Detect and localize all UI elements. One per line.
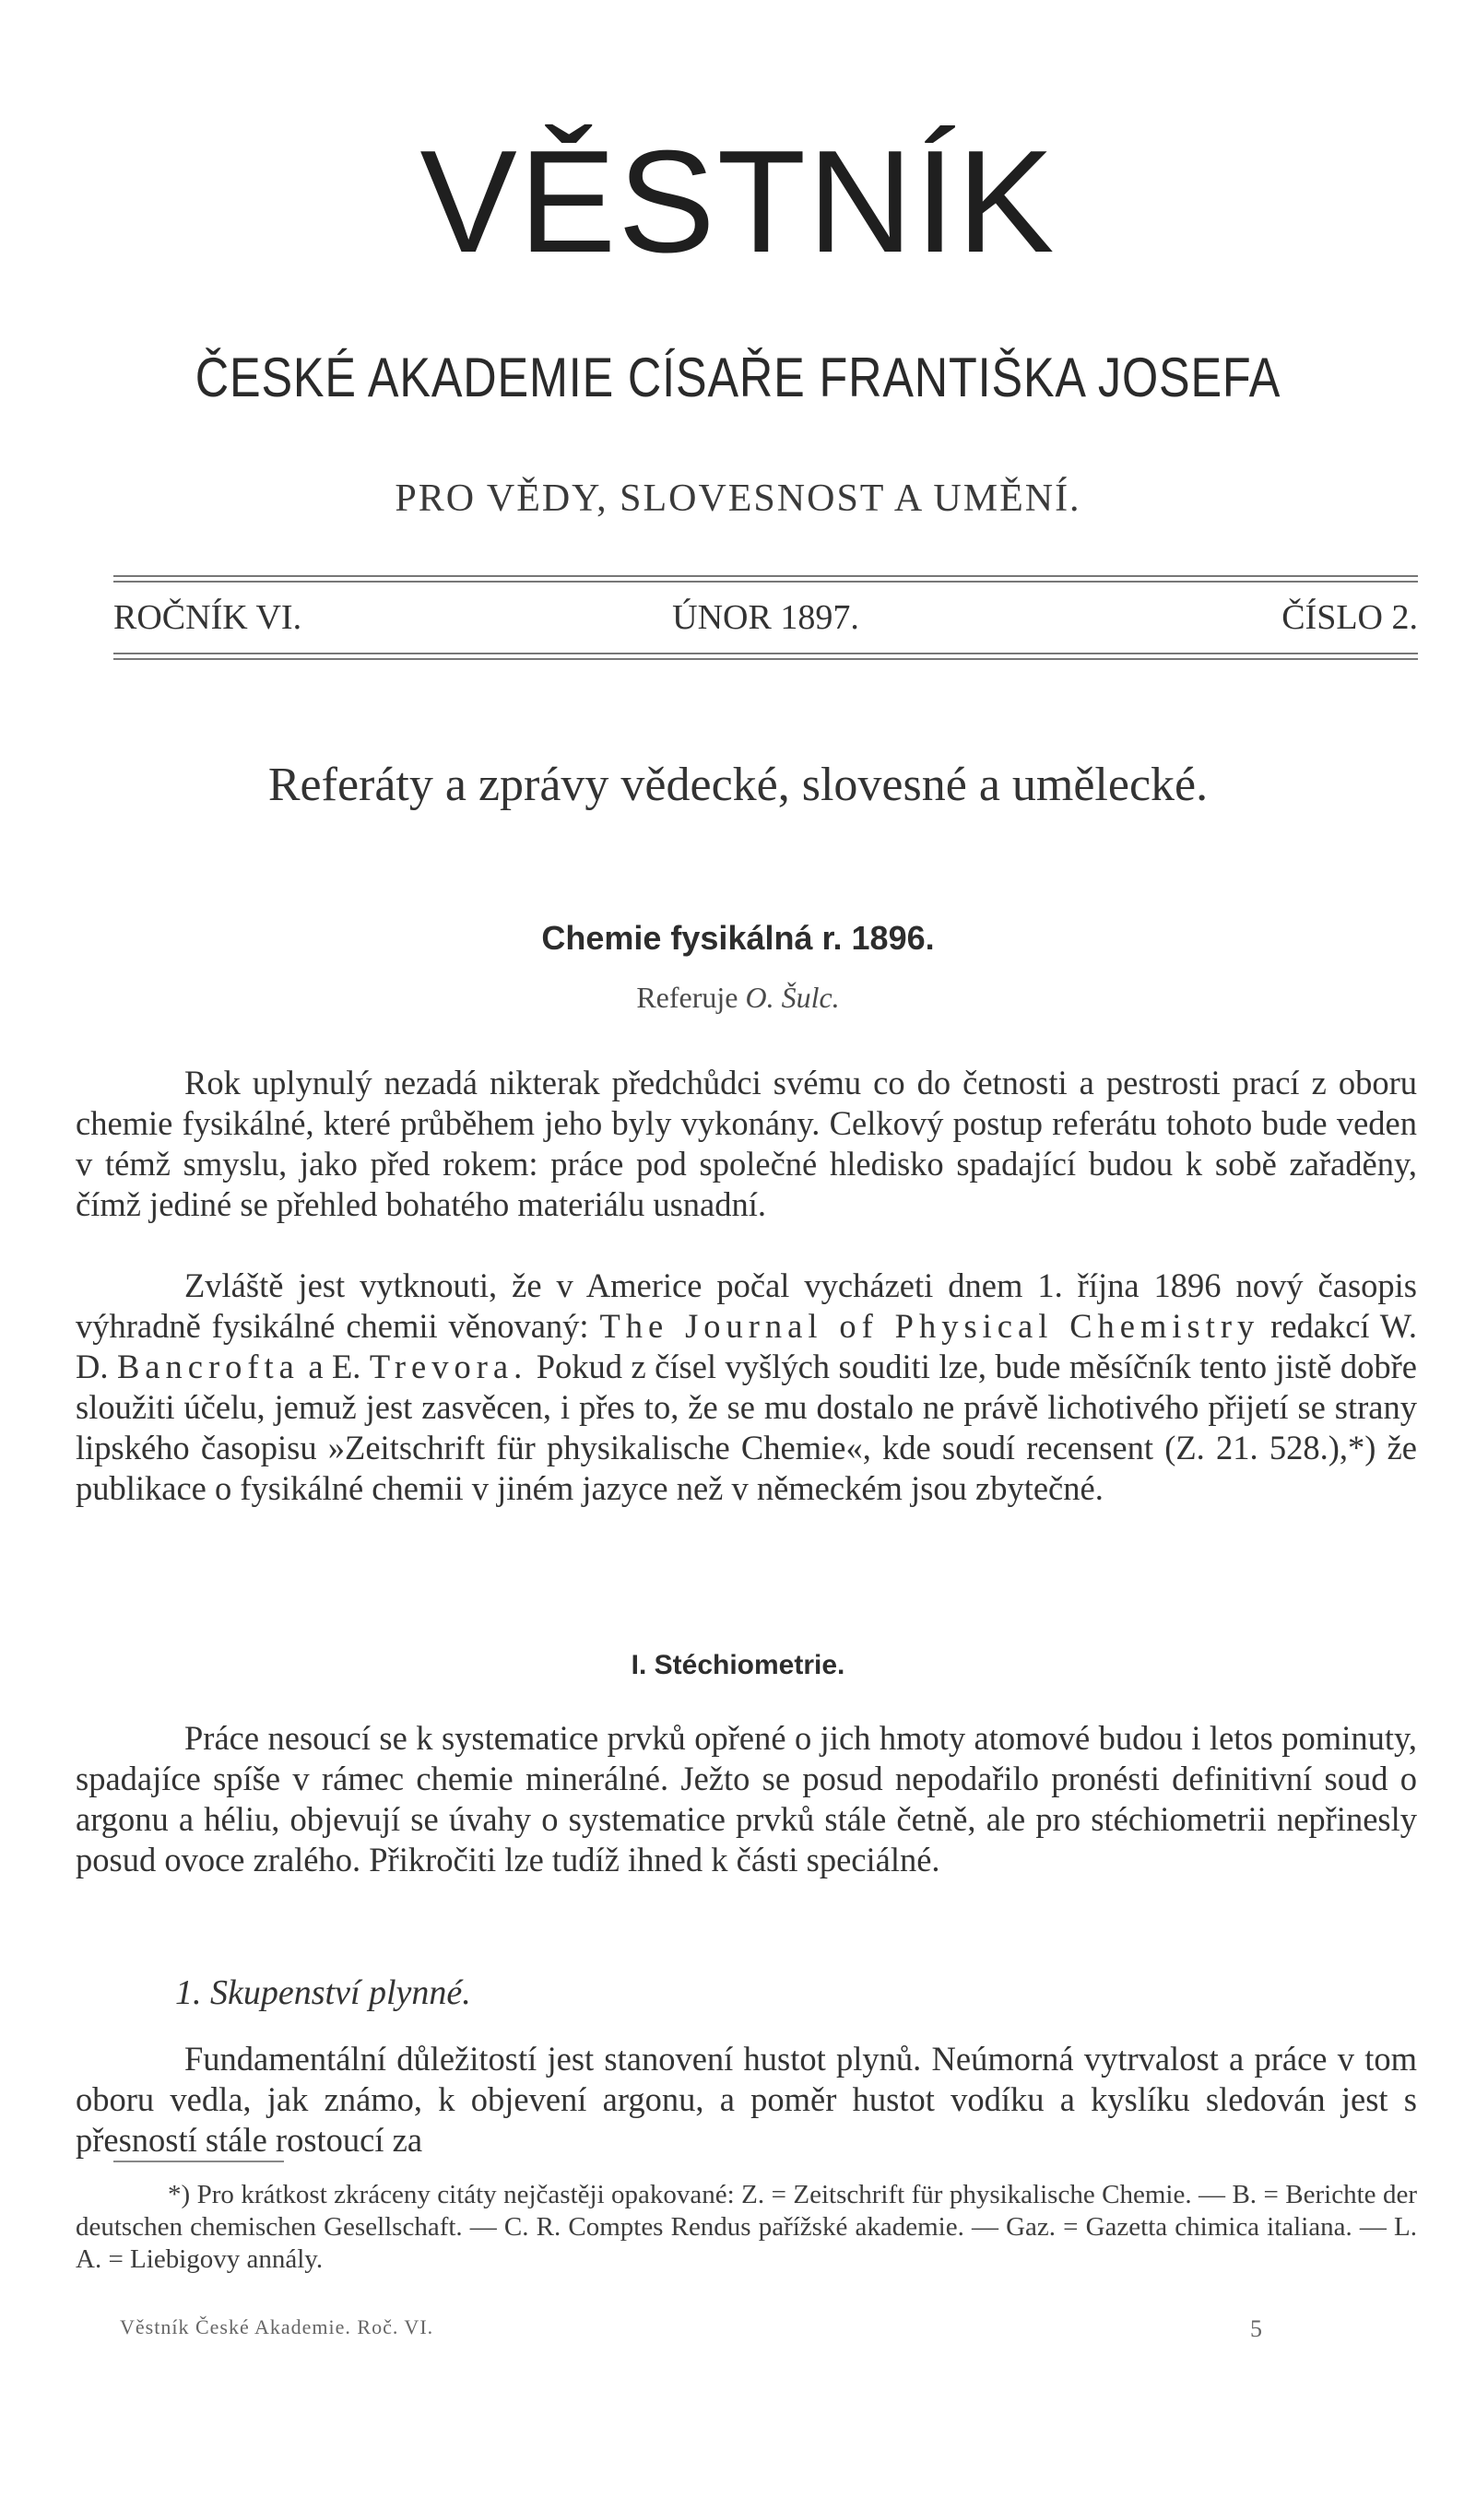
article-subject: Chemie fysikálná r. 1896. xyxy=(541,919,935,957)
top-rule-2 xyxy=(113,581,1418,583)
issue-bar xyxy=(113,595,1418,640)
article-reporter xyxy=(0,983,1476,1012)
running-foot: Věstník České Akademie. Roč. VI. xyxy=(120,2315,434,2338)
masthead-subtitle: ČESKÉ AKADEMIE CÍSAŘE FRANTIŠKA JOSEFA xyxy=(195,347,1281,408)
reporter-prefix: Referuje xyxy=(636,981,738,1014)
subsection-plynne: 1. Skupenství plynné. xyxy=(175,1973,471,2012)
paragraph-1: Rok uplynulý nezadá nikterak předchůdci svému co do četnosti a pestrosti prací z oboru chemie fysikálné, které průběhem jeho byly vykonány. Celkový postup referátu tohoto bude veden v témž smyslu, jako před rokem: práce pod společné hledisko spadající budou k sobě zařaděny, čímž jediné se přehled bohatého materiálu usnadní. xyxy=(76,1064,1417,1223)
issue-number: ČÍSLO 2. xyxy=(1281,598,1418,637)
masthead-title: VĚSTNÍK xyxy=(419,121,1057,283)
issue-volume: ROČNÍK VI. xyxy=(113,598,302,637)
masthead-subtitle-2: PRO VĚDY, SLOVESNOST A UMĚNÍ. xyxy=(395,477,1081,520)
bottom-rule-1 xyxy=(113,653,1418,654)
paragraph-2-rest: Pokud z čísel vyšlých souditi lze, bude měsíčník tento jistě dobře sloužiti účelu, jemuž jest zasvěcen, i přes to, že se mu dostalo ne právě lichotivého přijetí se strany lipského časopisu »Zeitschrift für physikalische Chemie«, kde soudí recensent (Z. 21. 528.),*) že publikace o fysikálné chemii v jiném jazyce než v německém jsou zbytečné. xyxy=(76,1348,1418,1507)
issue-date: ÚNOR 1897. xyxy=(672,598,859,637)
paragraph-2-editors-intro: redakcí W. D. xyxy=(76,1307,1418,1385)
section-stechiometrie: I. Stéchiometrie. xyxy=(631,1650,845,1680)
footnote: *) Pro krátkost zkráceny citáty nejčastěji opakované: Z. = Zeitschrift für physikalische Chemie. — B. = Berichte der deutschen chemischen Gesellschaft. — C. R. Comptes Rendus pařížské akademie. — Gaz. = Gazetta chimica italiana. — L. A. = Liebigovy annály. xyxy=(76,2180,1417,2274)
editor-bancroft: Bancrofta xyxy=(116,1348,300,1385)
footnote-rule xyxy=(113,2161,284,2162)
top-rule-1 xyxy=(113,575,1418,577)
journal-name: The Journal of Physical Chemistry xyxy=(599,1307,1260,1345)
editor-trevor: Trevora. xyxy=(369,1348,528,1385)
bottom-rule-2 xyxy=(113,658,1418,660)
signature-mark: 5 xyxy=(1250,2315,1262,2342)
reporter-name: O. Šulc. xyxy=(745,981,840,1014)
section-heading: Referáty a zprávy vědecké, slovesné a umělecké. xyxy=(267,759,1209,811)
paragraph-3: Práce nesoucí se k systematice prvků opřené o jich hmoty atomové budou i letos pominuty, spadajíce spíše v rámec chemie minerálné. Ježto se posud nepodařilo pronésti definitivní soud o argonu a héliu, objevují se úvahy o systematice prvků stále četně, ale pro stéchiometrii nepřinesly posud ovoce zralého. Přikročiti lze tudíž ihned k části speciálné. xyxy=(76,1719,1417,1878)
paragraph-2 xyxy=(76,1266,1417,1509)
paragraph-2-conjunction: a E. xyxy=(308,1348,361,1385)
paragraph-4: Fundamentální důležitostí jest stanovení hustot plynů. Neúmorná vytrvalost a práce v tom oboru vedla, jak známo, k objevení argonu, a poměr hustot vodíku a kyslíku sledován jest s přesností stále rostoucí za xyxy=(76,2040,1417,2159)
paragraph-2-intro: Zvláště jest vytknouti, že v Americe počal vycházeti dnem 1. října 1896 nový časopis výhradně fysikálné chemii věnovaný: xyxy=(76,1266,1417,1345)
